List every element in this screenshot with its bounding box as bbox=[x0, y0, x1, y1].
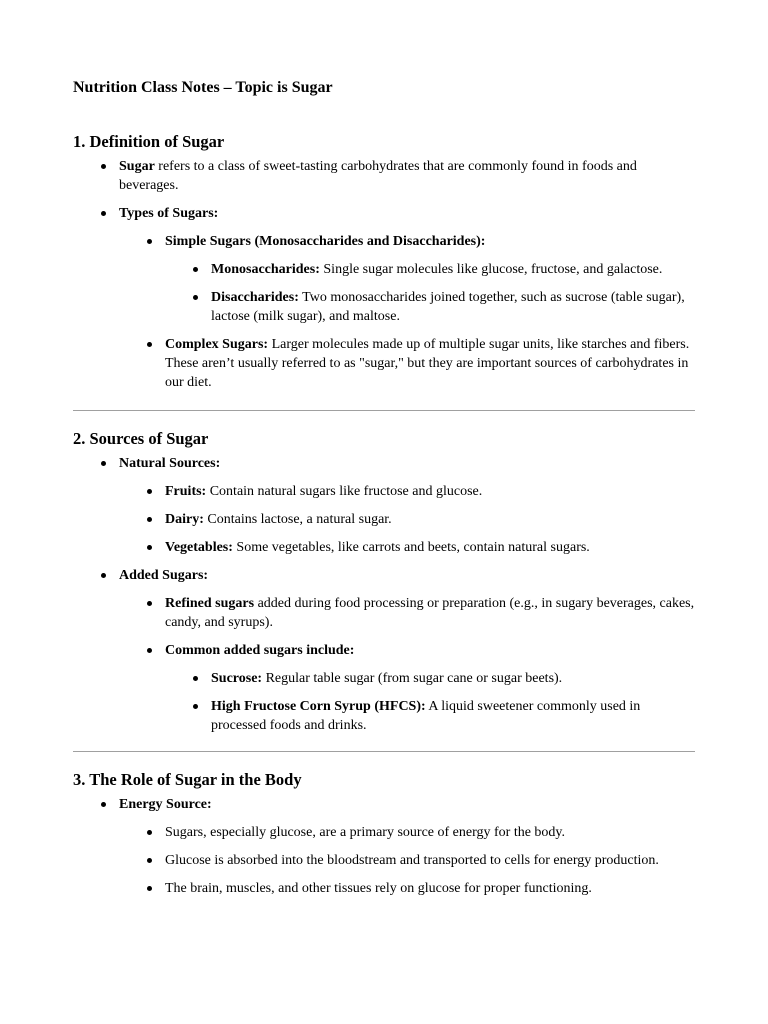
term-label: Complex Sugars: bbox=[165, 337, 269, 352]
term-label: Vegetables: bbox=[165, 540, 233, 555]
term-text: Larger molecules made up of multiple sugar units, like starches and fibers. These aren’t usually referred to as "sugar," but they are important sources of carbohydrates in our diet. bbox=[165, 337, 690, 390]
list-item bbox=[119, 335, 695, 392]
list-item bbox=[119, 641, 695, 735]
list-item bbox=[165, 697, 695, 735]
term-text: added during food processing or preparation (e.g., in sugary beverages, cakes, candy, and syrups). bbox=[165, 596, 695, 630]
section-1-list bbox=[73, 157, 695, 392]
sublist bbox=[165, 669, 695, 735]
term-label: Disaccharides: bbox=[211, 290, 299, 305]
section-3-heading: 3. The Role of Sugar in the Body bbox=[73, 770, 302, 789]
section-divider bbox=[73, 410, 695, 411]
list-item bbox=[73, 566, 695, 735]
list-item bbox=[165, 669, 695, 688]
list-item bbox=[73, 157, 695, 195]
list-item bbox=[73, 454, 695, 557]
term-label: High Fructose Corn Syrup (HFCS): bbox=[211, 699, 426, 714]
term-label: Added Sugars: bbox=[119, 568, 209, 583]
term-label: Fruits: bbox=[165, 484, 207, 499]
document-page bbox=[73, 77, 695, 898]
section-3-list bbox=[73, 795, 695, 898]
sublist bbox=[165, 260, 695, 326]
sublist bbox=[119, 823, 695, 898]
term-label: Energy Source: bbox=[119, 797, 212, 812]
list-item bbox=[119, 510, 695, 529]
sublist bbox=[119, 232, 695, 392]
term-label: Simple Sugars (Monosaccharides and Disaccharides): bbox=[165, 234, 486, 249]
list-item bbox=[119, 482, 695, 501]
term-text: Two monosaccharides joined together, such as sucrose (table sugar), lactose (milk sugar), and maltose. bbox=[211, 290, 685, 324]
term-label: Natural Sources: bbox=[119, 456, 221, 471]
list-item bbox=[119, 594, 695, 632]
term-label: Common added sugars include: bbox=[165, 643, 355, 658]
list-item bbox=[73, 204, 695, 392]
term-text: Single sugar molecules like glucose, fructose, and galactose. bbox=[319, 262, 663, 277]
section-2-list bbox=[73, 454, 695, 735]
term-text: Contain natural sugars like fructose and glucose. bbox=[206, 484, 483, 499]
term-text: Some vegetables, like carrots and beets, contain natural sugars. bbox=[232, 540, 590, 555]
list-item: Glucose is absorbed into the bloodstream and transported to cells for energy production. bbox=[119, 851, 695, 870]
term-label: Sucrose: bbox=[211, 671, 263, 686]
term-label: Types of Sugars: bbox=[119, 206, 219, 221]
term-text: Contains lactose, a natural sugar. bbox=[203, 512, 392, 527]
term-text: refers to a class of sweet-tasting carbohydrates that are commonly found in foods and beverages. bbox=[119, 159, 637, 193]
section-divider bbox=[73, 751, 695, 752]
list-item: Sugars, especially glucose, are a primary source of energy for the body. bbox=[119, 823, 695, 842]
section-1-heading: 1. Definition of Sugar bbox=[73, 132, 225, 151]
term-text: Regular table sugar (from sugar cane or sugar beets). bbox=[262, 671, 563, 686]
term-label: Dairy: bbox=[165, 512, 204, 527]
list-item bbox=[119, 538, 695, 557]
list-item bbox=[119, 232, 695, 326]
list-item: The brain, muscles, and other tissues rely on glucose for proper functioning. bbox=[119, 879, 695, 898]
list-item bbox=[165, 260, 695, 279]
term-label: Sugar bbox=[119, 159, 155, 174]
sublist bbox=[119, 594, 695, 735]
section-2-heading: 2. Sources of Sugar bbox=[73, 429, 209, 448]
list-item bbox=[73, 795, 695, 898]
document-title: Nutrition Class Notes – Topic is Sugar bbox=[73, 79, 333, 96]
sublist bbox=[119, 482, 695, 557]
list-item bbox=[165, 288, 695, 326]
term-label: Refined sugars bbox=[165, 596, 255, 611]
term-text: A liquid sweetener commonly used in processed foods and drinks. bbox=[211, 699, 641, 733]
term-label: Monosaccharides: bbox=[211, 262, 320, 277]
